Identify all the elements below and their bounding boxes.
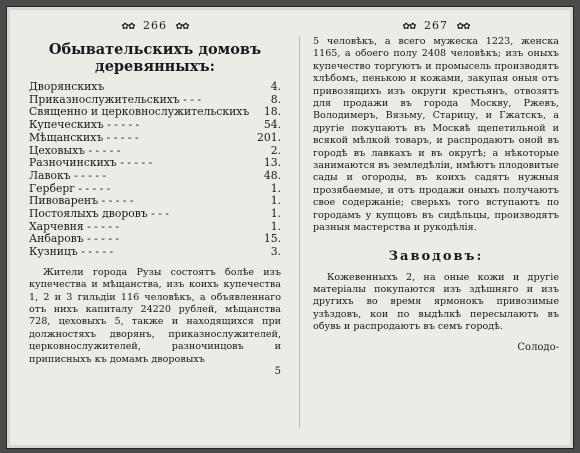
body-paragraph: Жители города Рузы состоятъ болѣе изъ купечества и мѣщанства, изъ коихъ купечества 1, 2 и 3 гильдіи 116 человѣкъ, а объявленнаго отъ нихъ капиталу 24220 рублей, мѣщанства 728, цеховыхъ 5, также и находящихся при должностяхъ дворянъ, приказнослужителей, церковнослужителей, разночинцовъ и приписныхъ къ домамъ дворовыхъ [29,266,281,365]
list-item-value: 1. [270,194,281,208]
list-item-label: Священно и церковнослужительскихъ [29,106,250,119]
page-gutter [299,37,300,428]
ornament-icon: ✿✿ [121,22,135,32]
list-item-value: 1. [270,207,281,221]
catchword: Солодо- [517,341,559,353]
list-item-label: Цеховыхъ - - - - - [29,144,121,157]
list-item-value: 1. [270,181,281,195]
list-item [29,246,281,259]
list-item-value: 15. [263,232,281,246]
list-item-label: Анбаровъ - - - - - [29,233,120,246]
page-header [29,19,281,32]
list-item [29,233,281,246]
list-item [29,183,281,196]
list-item [29,94,281,107]
list-item-value: 18. [263,105,281,119]
list-item [29,132,281,145]
list-item-value: 1. [270,219,281,233]
list-item-label: Лавокъ - - - - - [29,169,107,182]
catchword: 5 [274,366,281,378]
book-spread [6,6,574,449]
list-item-label: Мѣщанскихъ - - - - - [29,131,139,144]
list-item-value: 54. [263,118,281,132]
list-item [29,208,281,221]
list-item-value: 8. [270,92,281,106]
list-item-value: 201. [257,130,282,144]
right-page [313,17,559,438]
houses-list [29,81,281,259]
page-number: 267 [424,19,448,32]
ornament-icon: ✿✿ [402,22,416,32]
list-item [29,119,281,132]
list-item-label: Харчевня - - - - - [29,220,120,233]
list-item [29,106,281,119]
list-item [29,221,281,234]
list-item [29,145,281,158]
list-item [29,81,281,94]
list-item-label: Постоялыхъ дворовъ - - - [29,208,169,221]
list-item-value: 13. [263,156,281,170]
section-title: Обывательскихъ домовъ деревянныхъ: [48,41,262,75]
list-item-label: Разночинскихъ - - - - - [29,157,153,170]
list-item-label: Герберг - - - - - [29,182,111,195]
body-paragraph: Кожевенныхъ 2, на оные кожи и другіе матеріалы покупаются изъ здѣшняго и изъ другихъ во время ярмонокъ привозимые узѣздовъ, кои по выдѣлкѣ пересылаютъ въ обувь и распродаютъ въ семъ городѣ. [313,271,559,333]
list-item-value: 3. [270,245,281,259]
page-header [313,19,559,32]
list-item-value: 48. [263,168,281,182]
list-item-label: Пивоваренъ - - - - - [29,195,134,208]
ornament-icon: ✿✿ [456,22,470,32]
list-item-label: Кузницъ - - - - - [29,246,114,259]
list-item [29,170,281,183]
list-item-label: Купеческихъ - - - - - [29,119,140,132]
body-paragraph: 5 человѣкъ, а всего мужеска 1223, женска 1165, а обоего полу 2408 человѣкъ; изъ оныхъ купечество торгуютъ и промысель производятъ хлѣбомъ, пенькою и кожами, закупая оныя отъ привозящихъ изъ округи крестьянъ, отвозятъ для продажи въ города Москву, Ржевъ, Володимеръ, Вязьму, Старицу, и Гжатскъ, а другіе покупаютъ въ Москвѣ щепетильной и всякой мѣлкой товаръ, и распродаютъ оной въ городѣ въ лавкахъ и въ округѣ; а нѣкоторые занимаются въ земледѣліи, имѣютъ плодовитые сады и огороды, въ коихъ садятъ нужныя прозябаемые, и отъ продажи оныхъ получаютъ свое содержаніе; сверьхъ того вступаютъ по городамъ у купцовъ въ сидѣльцы, производятъ разныя мастерства и рукодѣлія. [313,36,559,234]
page-number: 266 [143,19,167,32]
list-item-label: Приказнослужительскихъ - - - [29,93,201,106]
ornament-icon: ✿✿ [175,22,189,32]
list-item [29,157,281,170]
list-item-value: 4. [270,80,281,93]
left-page [29,17,281,438]
section-title: Заводовъ: [388,248,484,264]
list-item-label: Дворянскихъ [29,81,105,93]
list-item-value: 2. [270,143,281,157]
list-item [29,195,281,208]
